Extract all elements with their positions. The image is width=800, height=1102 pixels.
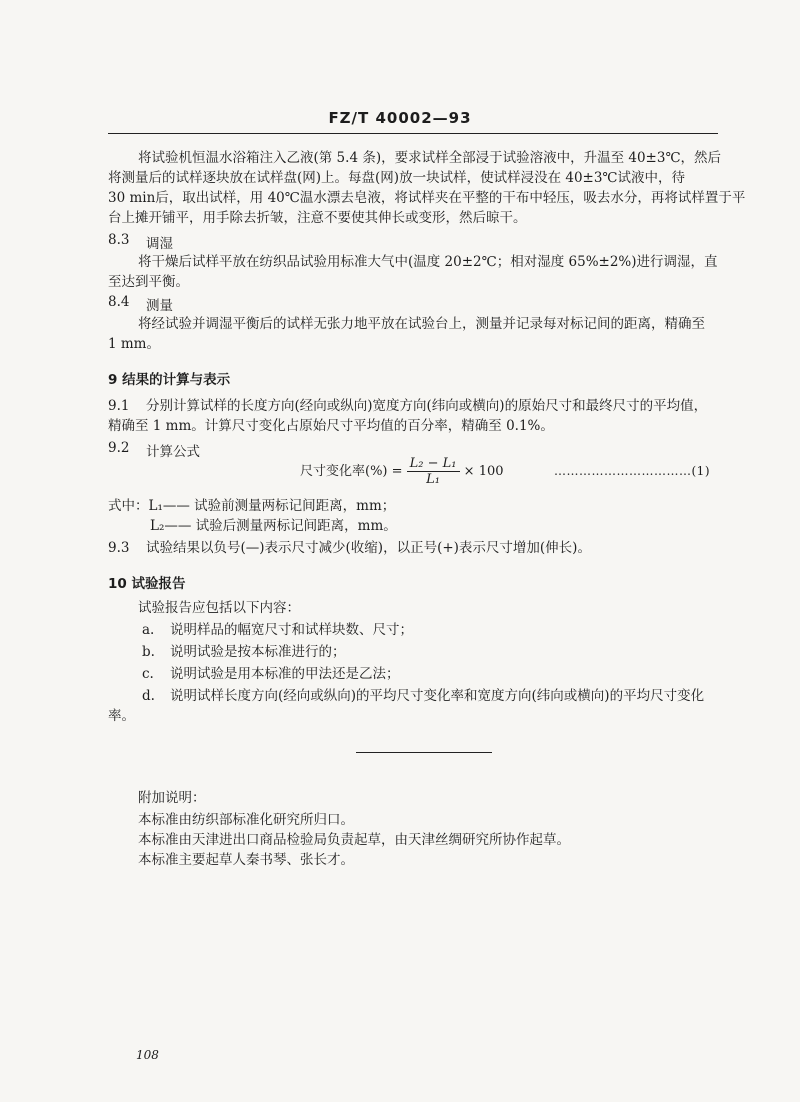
section-9-heading: 9 结果的计算与表示 (108, 372, 231, 388)
notes-line: 本标准由天津进出口商品检验局负责起草，由天津丝绸研究所协作起草。 (138, 832, 570, 848)
list-item-text: 说明试样长度方向(经向或纵向)的平均尺寸变化率和宽度方向(纬向或横向)的平均尺寸变化 (170, 688, 705, 704)
list-item-label: a. (142, 622, 155, 638)
where-line: 式中：L₁—— 试验前测量两标记间距离，mm； (108, 498, 396, 514)
list-item-label: b. (142, 644, 155, 660)
notes-title: 附加说明： (138, 790, 206, 806)
list-item-continuation: 率。 (108, 708, 135, 724)
section-9-1-number: 9.1 (108, 398, 130, 414)
list-item-text: 说明试验是按本标准进行的； (170, 644, 346, 660)
list-item-text: 说明样品的幅宽尺寸和试样块数、尺寸； (170, 622, 413, 638)
report-intro: 试验报告应包括以下内容： (138, 600, 300, 616)
paragraph-line: 30 min后，取出试样，用 40℃温水漂去皂液，将试样夹在平整的干布中轻压，吸去水分，再将试样置于平 (108, 190, 746, 206)
paragraph-line: 将干燥后试样平放在纺织品试验用标准大气中(温度 20±2℃；相对湿度 65%±2%)进行调湿，直 (138, 254, 718, 270)
standard-code-header: FZ/T 40002—93 (328, 109, 472, 127)
paragraph-line: 将测量后的试样逐块放在试样盘(网)上。每盘(网)放一块试样，使试样浸没在 40±3℃试液中，待 (108, 170, 686, 186)
section-9-3-number: 9.3 (108, 540, 130, 556)
list-item-label: d. (142, 688, 155, 704)
formula-numerator: L₂ − L₁ (407, 456, 460, 472)
page-number: 108 (136, 1048, 159, 1062)
section-9-2-title: 计算公式 (146, 444, 200, 460)
paragraph-line: 分别计算试样的长度方向(经向或纵向)宽度方向(纬向或横向)的原始尺寸和最终尺寸的平均值， (146, 398, 708, 414)
paragraph-line: 台上摊开铺平，用手除去折皱，注意不要使其伸长或变形，然后晾干。 (108, 210, 527, 226)
list-item-text: 说明试验是用本标准的甲法还是乙法； (170, 666, 400, 682)
header-rule (108, 133, 718, 134)
formula-number: ……………………………(1) (554, 464, 710, 478)
paragraph-line: 至达到平衡。 (108, 274, 189, 290)
formula-denominator: L₁ (426, 472, 441, 487)
section-8-4-number: 8.4 (108, 294, 130, 310)
paragraph-line: 试验结果以负号(—)表示尺寸减少(收缩)，以正号(+)表示尺寸增加(伸长)。 (146, 540, 591, 556)
paragraph-line: 精确至 1 mm。计算尺寸变化占原始尺寸平均值的百分率，精确至 0.1%。 (108, 418, 554, 434)
formula (300, 456, 504, 487)
paragraph-line: 将经试验并调湿平衡后的试样无张力地平放在试验台上，测量并记录每对标记间的距离，精确至 (138, 316, 705, 332)
section-9-2-number: 9.2 (108, 440, 130, 456)
paragraph-line: 将试验机恒温水浴箱注入乙液(第 5.4 条)，要求试样全部浸于试验溶液中，升温至 40±3℃，然后 (138, 150, 722, 166)
formula-rhs: × 100 (463, 464, 504, 479)
notes-line: 本标准由纺织部标准化研究所归口。 (138, 812, 354, 828)
section-8-4-title: 测量 (146, 298, 173, 314)
section-10-heading: 10 试验报告 (108, 576, 186, 592)
notes-line: 本标准主要起草人秦书琴、张长才。 (138, 852, 354, 868)
section-8-3-title: 调湿 (146, 236, 173, 252)
list-item-label: c. (142, 666, 154, 682)
end-rule (356, 752, 492, 753)
paragraph-line: 1 mm。 (108, 336, 160, 352)
section-8-3-number: 8.3 (108, 232, 130, 248)
formula-lhs: 尺寸变化率(%) = (300, 464, 403, 479)
where-line: L₂—— 试验后测量两标记间距离，mm。 (150, 518, 397, 534)
formula-fraction (407, 456, 460, 487)
